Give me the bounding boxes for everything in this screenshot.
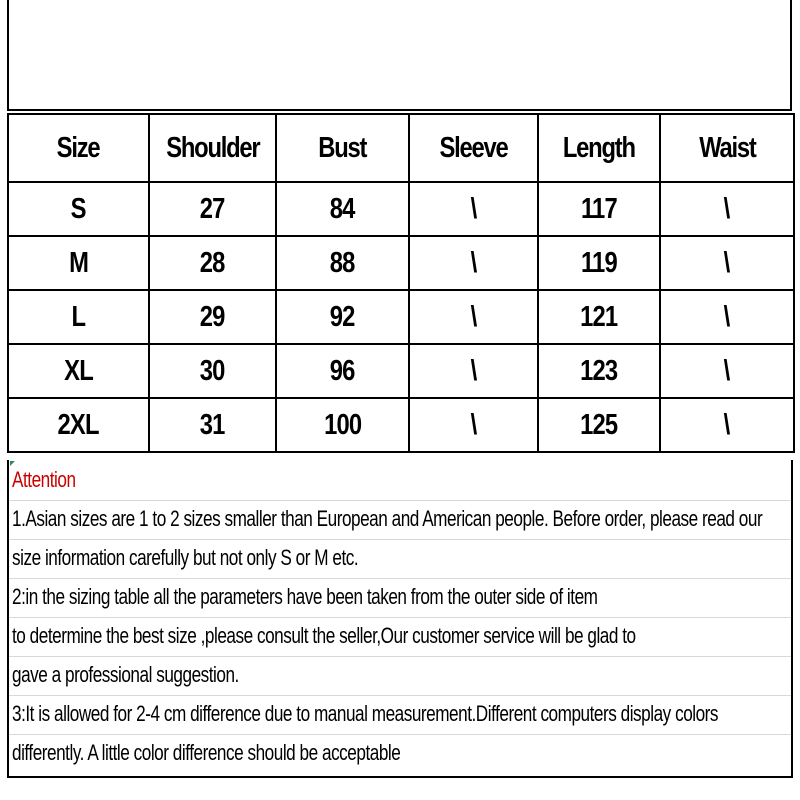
cell-bust: 84: [276, 182, 409, 236]
cell-sleeve: \: [409, 398, 538, 452]
cell-waist: \: [660, 344, 794, 398]
cell-waist: \: [660, 290, 794, 344]
table-header-row: [8, 114, 794, 182]
notes-section: [7, 460, 793, 778]
cell-sleeve: \: [409, 236, 538, 290]
table-row: [8, 290, 794, 344]
divider: [9, 578, 791, 579]
cell-sleeve: \: [409, 290, 538, 344]
header-waist: Waist: [660, 114, 794, 182]
size-table: [7, 113, 795, 453]
cell-shoulder: 27: [149, 182, 276, 236]
note-line: 3:It is allowed for 2-4 cm difference due to manual measurement.Different computers display colors: [12, 701, 719, 726]
cell-waist: \: [660, 182, 794, 236]
divider: [9, 695, 791, 696]
cell-length: 125: [538, 398, 660, 452]
cell-bust: 96: [276, 344, 409, 398]
table-row: [8, 236, 794, 290]
divider: [9, 539, 791, 540]
cell-waist: \: [660, 236, 794, 290]
cell-sleeve: \: [409, 182, 538, 236]
header-length: Length: [538, 114, 660, 182]
header-bust: Bust: [276, 114, 409, 182]
header-shoulder: Shoulder: [149, 114, 276, 182]
table-row: [8, 398, 794, 452]
note-line: to determine the best size ,please consult the seller,Our customer service will be glad to: [12, 623, 636, 648]
cell-length: 121: [538, 290, 660, 344]
divider: [9, 656, 791, 657]
cell-length: 117: [538, 182, 660, 236]
cell-shoulder: 29: [149, 290, 276, 344]
cell-size: XL: [8, 344, 149, 398]
header-sleeve: Sleeve: [409, 114, 538, 182]
cell-size: M: [8, 236, 149, 290]
cell-size: L: [8, 290, 149, 344]
cell-waist: \: [660, 398, 794, 452]
note-line: 2:in the sizing table all the parameters have been taken from the outer side of item: [12, 584, 598, 609]
cell-bust: 100: [276, 398, 409, 452]
cell-marker-icon: [10, 461, 15, 466]
note-line: differently. A little color difference should be acceptable: [12, 740, 401, 765]
cell-length: 119: [538, 236, 660, 290]
header-size: Size: [8, 114, 149, 182]
header-blank-box: [7, 0, 792, 111]
divider: [9, 500, 791, 501]
cell-size: S: [8, 182, 149, 236]
cell-shoulder: 30: [149, 344, 276, 398]
cell-size: 2XL: [8, 398, 149, 452]
note-line: 1.Asian sizes are 1 to 2 sizes smaller than European and American people. Before order, please read our: [12, 506, 763, 531]
divider: [9, 617, 791, 618]
divider: [9, 734, 791, 735]
cell-sleeve: \: [409, 344, 538, 398]
note-line: size information carefully but not only S or M etc.: [12, 545, 359, 570]
attention-heading: Attention: [12, 467, 76, 492]
cell-bust: 92: [276, 290, 409, 344]
table-row: [8, 344, 794, 398]
cell-shoulder: 28: [149, 236, 276, 290]
cell-shoulder: 31: [149, 398, 276, 452]
cell-bust: 88: [276, 236, 409, 290]
cell-length: 123: [538, 344, 660, 398]
note-line: gave a professional suggestion.: [12, 662, 239, 687]
table-row: [8, 182, 794, 236]
